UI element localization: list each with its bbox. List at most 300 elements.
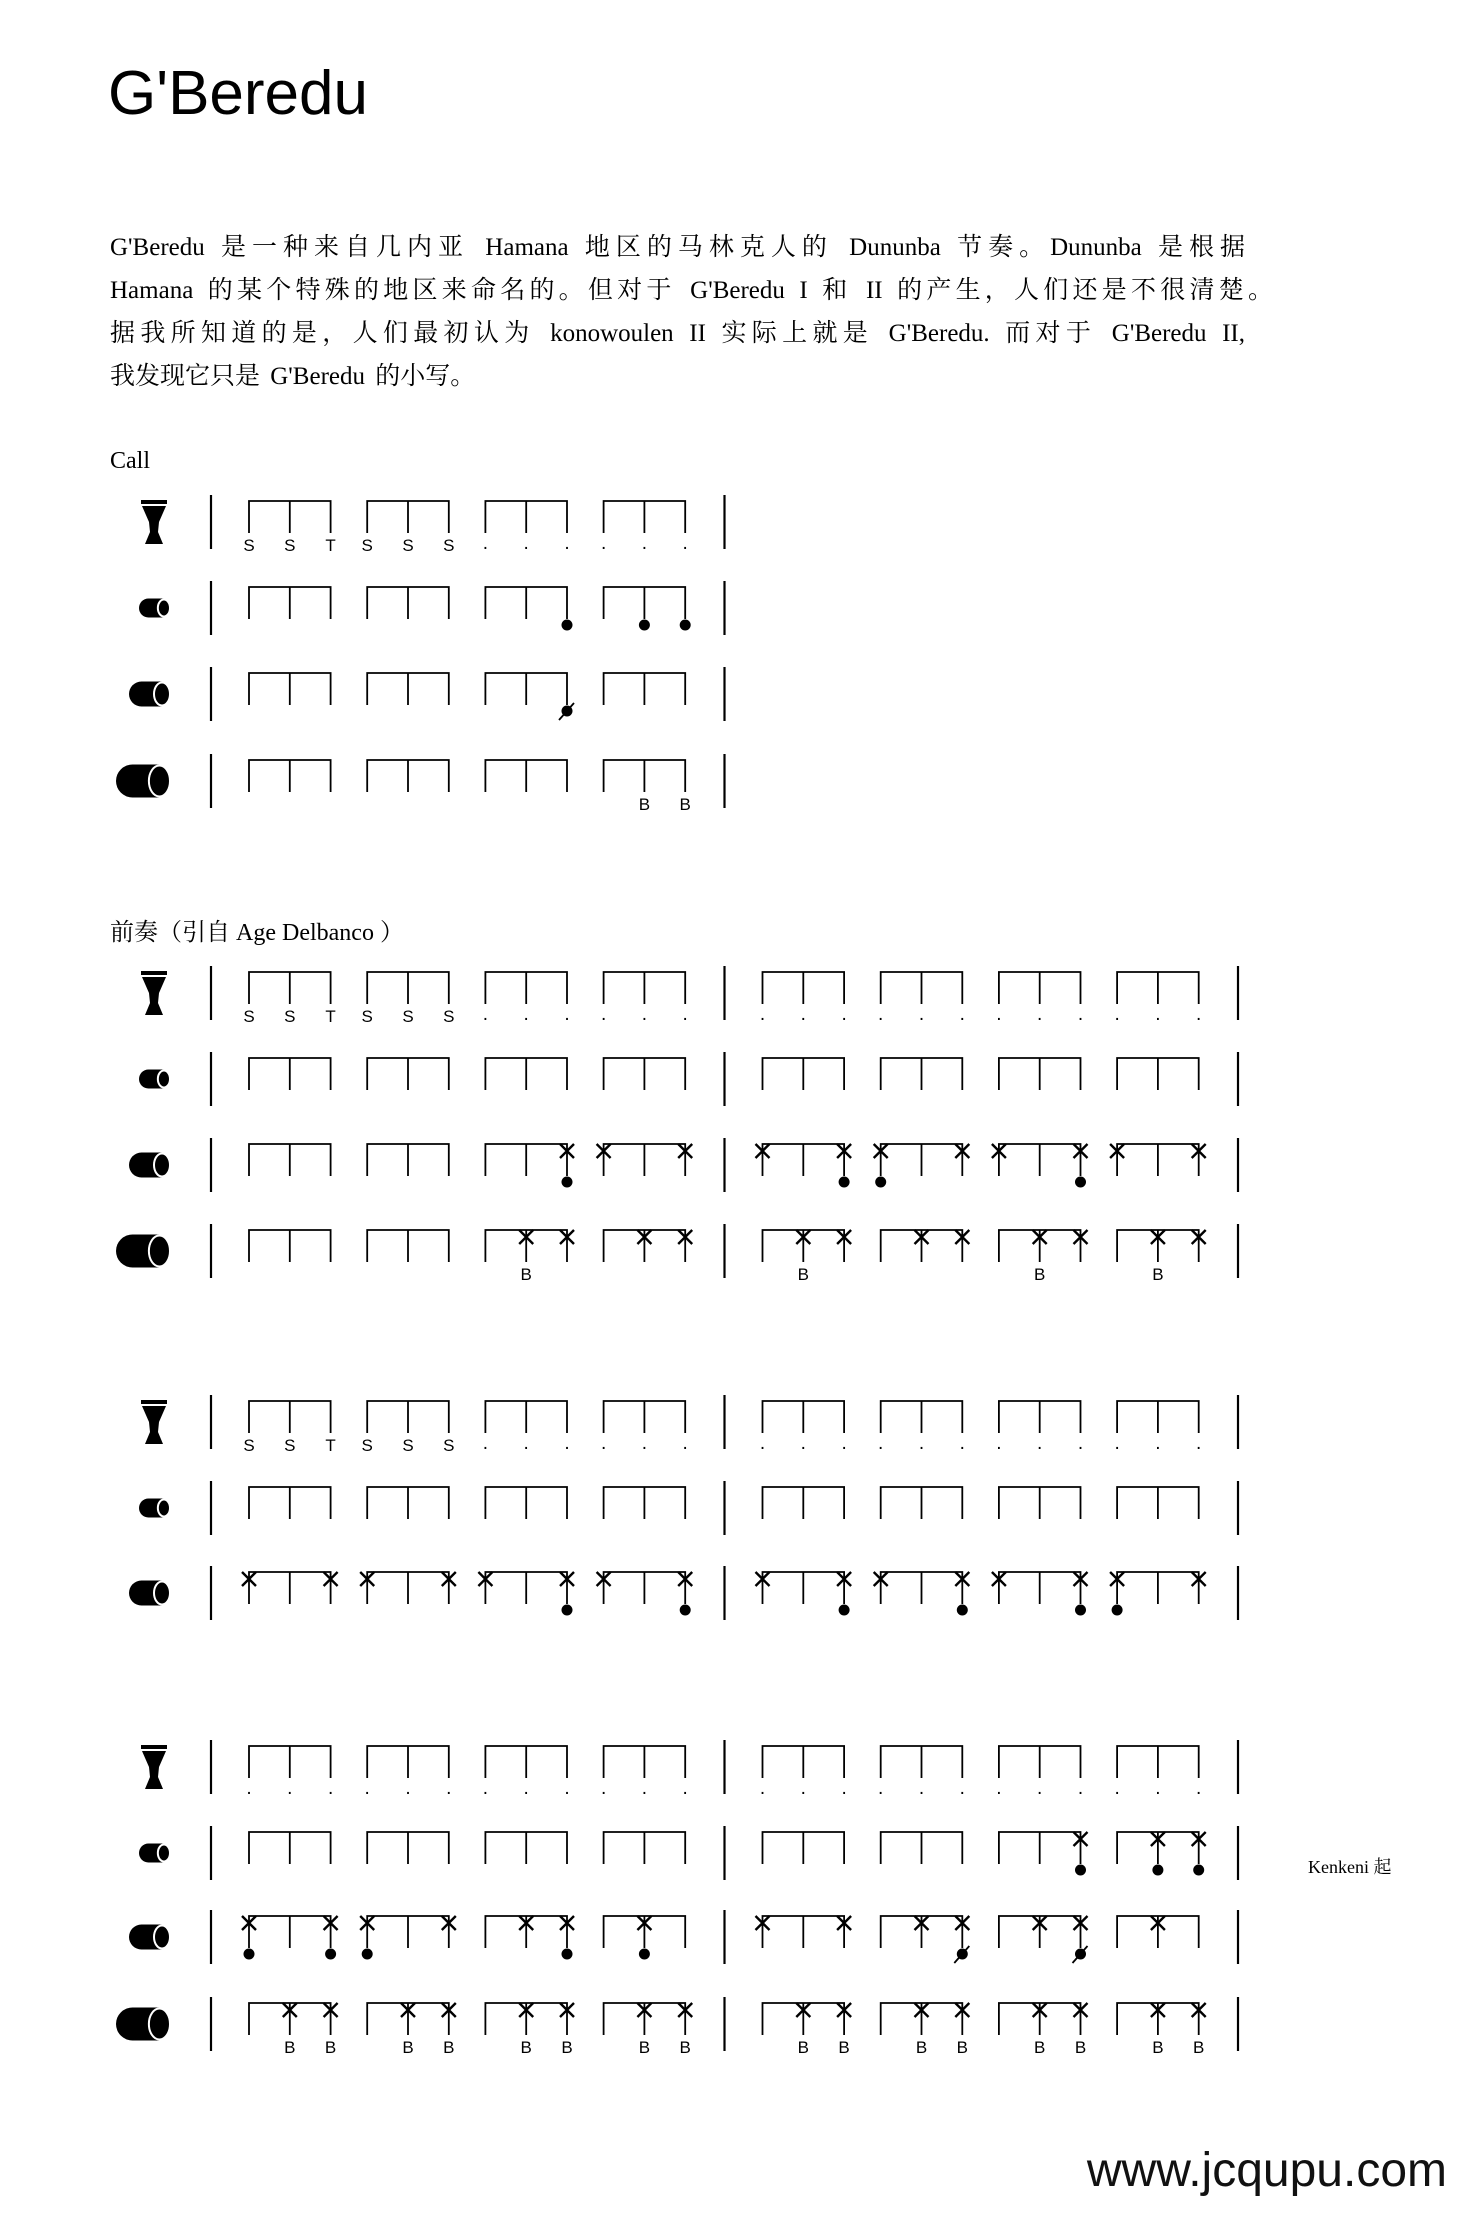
beat-bracket bbox=[604, 1832, 686, 1864]
djembe-shape bbox=[141, 1400, 167, 1444]
beat-bracket bbox=[881, 1916, 963, 1948]
beat-bracket bbox=[485, 1230, 567, 1262]
rest-dot: . bbox=[918, 1004, 925, 1025]
open-tone-mark bbox=[325, 1949, 336, 1960]
beat-bracket bbox=[367, 1572, 449, 1604]
measure bbox=[249, 1832, 685, 1864]
dundunba-icon bbox=[116, 2008, 170, 2041]
stroke-letter: S bbox=[443, 1436, 455, 1455]
beat-bracket bbox=[999, 1230, 1081, 1262]
intro-line: 我发现它只是 G'Beredu 的小写。 bbox=[110, 363, 476, 390]
rest-dot: . bbox=[800, 1433, 806, 1454]
open-tone-mark bbox=[562, 620, 573, 631]
stroke-letter: B bbox=[324, 2038, 337, 2057]
beat-bracket bbox=[763, 1746, 845, 1778]
beat-bracket bbox=[249, 1832, 331, 1864]
rest-dot: . bbox=[1196, 1433, 1202, 1454]
beat-bracket bbox=[249, 972, 331, 1004]
rest-dot: . bbox=[364, 1778, 370, 1799]
beat-bracket bbox=[367, 501, 449, 533]
rest-dot: . bbox=[1196, 1004, 1202, 1025]
rest-dot: . bbox=[959, 1433, 965, 1454]
beat-bracket bbox=[604, 1401, 686, 1433]
rest-dot: . bbox=[482, 533, 489, 554]
djembe-icon bbox=[141, 500, 167, 544]
rest-dot: . bbox=[800, 1004, 806, 1025]
rest-dot: . bbox=[564, 1778, 570, 1799]
rest-dot: . bbox=[482, 1004, 489, 1025]
beat-bracket bbox=[999, 1144, 1081, 1176]
rest-dot: . bbox=[405, 1778, 411, 1799]
beat-bracket bbox=[249, 673, 331, 705]
drum-head bbox=[154, 1582, 170, 1605]
open-tone-mark bbox=[1152, 1865, 1163, 1876]
beat-bracket bbox=[881, 1487, 963, 1519]
open-tone-mark bbox=[839, 1605, 850, 1616]
stroke-letter: S bbox=[284, 1436, 296, 1455]
beat-bracket bbox=[485, 972, 567, 1004]
beat-bracket bbox=[367, 1487, 449, 1519]
stroke-letter: B bbox=[1034, 1265, 1046, 1284]
beat-bracket bbox=[763, 1916, 845, 1948]
rest-dot: . bbox=[682, 533, 688, 554]
rest-dot: . bbox=[1114, 1433, 1120, 1454]
stroke-letter: B bbox=[1034, 2038, 1046, 2057]
measure bbox=[756, 1916, 1199, 1963]
measure bbox=[243, 501, 688, 555]
measure bbox=[760, 972, 1201, 1025]
stroke-letter: T bbox=[325, 1007, 336, 1026]
beat-bracket bbox=[367, 760, 449, 792]
instrument-row bbox=[141, 1395, 1238, 1455]
beat-bracket bbox=[367, 1832, 449, 1864]
beat-bracket bbox=[763, 1832, 845, 1864]
open-tone-mark bbox=[1075, 1865, 1086, 1876]
beat-bracket bbox=[881, 1401, 963, 1433]
kenkeni-start-annotation: Kenkeni 起 bbox=[1308, 1857, 1392, 1877]
measure bbox=[763, 1058, 1199, 1090]
rest-dot: . bbox=[564, 1004, 570, 1025]
beat-bracket bbox=[881, 1832, 963, 1864]
beat-bracket bbox=[485, 501, 567, 533]
instrument-row bbox=[139, 1826, 1238, 1880]
measure bbox=[243, 1401, 688, 1455]
rest-dot: . bbox=[878, 1004, 884, 1025]
rhythm-system bbox=[129, 1395, 1238, 1620]
muted-tone-mark bbox=[559, 703, 574, 720]
rest-dot: . bbox=[641, 1004, 648, 1025]
rhythm-system bbox=[116, 1740, 1238, 2057]
rest-dot: . bbox=[641, 533, 648, 554]
beat-bracket bbox=[249, 501, 331, 533]
sangban-icon bbox=[129, 1153, 170, 1178]
rest-dot: . bbox=[682, 1004, 688, 1025]
stroke-letter: B bbox=[638, 795, 651, 814]
beat-bracket bbox=[604, 673, 686, 705]
measure bbox=[249, 1230, 692, 1284]
open-tone-mark bbox=[957, 1605, 968, 1616]
drum-head bbox=[158, 1500, 170, 1517]
stroke-letter: B bbox=[797, 1265, 809, 1284]
sangban-icon bbox=[129, 682, 170, 707]
rest-dot: . bbox=[287, 1778, 293, 1799]
beat-bracket bbox=[763, 1487, 845, 1519]
stroke-letter: S bbox=[443, 1007, 455, 1026]
rest-dot: . bbox=[800, 1778, 806, 1799]
beat-bracket bbox=[604, 1916, 686, 1948]
rest-dot: . bbox=[682, 1433, 688, 1454]
beat-bracket bbox=[367, 972, 449, 1004]
stroke-letter: S bbox=[243, 1007, 255, 1026]
measure bbox=[756, 1144, 1206, 1188]
drum-head bbox=[149, 766, 170, 797]
rest-dot: . bbox=[1155, 1004, 1161, 1025]
beat-bracket bbox=[881, 2003, 963, 2035]
section-label-call: Call bbox=[110, 448, 150, 474]
beat-bracket bbox=[485, 1572, 567, 1604]
rest-dot: . bbox=[523, 1004, 529, 1025]
beat-bracket bbox=[485, 1916, 567, 1948]
section-label-intro: 前奏（引自 Age Delbanco ） bbox=[110, 920, 404, 946]
drum-head bbox=[154, 1926, 170, 1949]
stroke-letter: B bbox=[1152, 2038, 1164, 2057]
beat-bracket bbox=[763, 972, 845, 1004]
beat-bracket bbox=[485, 1401, 567, 1433]
stroke-letter: S bbox=[402, 1436, 414, 1455]
instrument-row bbox=[141, 495, 725, 555]
beat-bracket bbox=[1117, 1746, 1199, 1778]
rest-dot: . bbox=[641, 1778, 648, 1799]
rest-dot: . bbox=[959, 1778, 965, 1799]
stroke-letter: B bbox=[1152, 1265, 1164, 1284]
stroke-letter: S bbox=[284, 1007, 296, 1026]
beat-bracket bbox=[249, 1916, 331, 1948]
beat-bracket bbox=[999, 1832, 1081, 1864]
drum-head bbox=[158, 1071, 170, 1088]
beat-bracket bbox=[367, 1916, 449, 1948]
djembe-icon bbox=[141, 971, 167, 1015]
rest-dot: . bbox=[841, 1004, 847, 1025]
measure bbox=[246, 1746, 687, 1799]
measure bbox=[249, 2003, 692, 2057]
kenkeni-icon bbox=[139, 1844, 170, 1863]
rest-dot: . bbox=[996, 1433, 1002, 1454]
instrument-row bbox=[139, 581, 725, 635]
instrument-row bbox=[139, 1481, 1238, 1535]
instrument-row bbox=[116, 754, 725, 814]
rest-dot: . bbox=[1077, 1004, 1084, 1025]
beat-bracket bbox=[485, 760, 567, 792]
stroke-letter: B bbox=[679, 2038, 691, 2057]
stroke-letter: B bbox=[443, 2038, 455, 2057]
beat-bracket bbox=[999, 1401, 1081, 1433]
rest-dot: . bbox=[523, 1778, 529, 1799]
stroke-letter: B bbox=[638, 2038, 651, 2057]
measure bbox=[760, 1401, 1201, 1454]
beat-bracket bbox=[1117, 1916, 1199, 1948]
beat-bracket bbox=[367, 2003, 449, 2035]
beat-bracket bbox=[999, 1572, 1081, 1604]
measure bbox=[760, 1746, 1201, 1799]
drum-head bbox=[149, 2009, 170, 2040]
beat-bracket bbox=[249, 760, 331, 792]
stroke-letter: B bbox=[402, 2038, 414, 2057]
beat-bracket bbox=[249, 1230, 331, 1262]
djembe-shape bbox=[141, 971, 167, 1015]
beat-bracket bbox=[1117, 1572, 1199, 1604]
beat-bracket bbox=[1117, 1401, 1199, 1433]
rest-dot: . bbox=[918, 1778, 925, 1799]
stroke-letter: B bbox=[797, 2038, 809, 2057]
rest-dot: . bbox=[600, 1778, 607, 1799]
djembe-icon bbox=[141, 1400, 167, 1444]
stroke-letter: B bbox=[1193, 2038, 1205, 2057]
drum-head bbox=[154, 683, 170, 706]
beat-bracket bbox=[367, 1144, 449, 1176]
instrument-row bbox=[141, 966, 1238, 1026]
beat-bracket bbox=[763, 2003, 845, 2035]
open-tone-mark bbox=[562, 1949, 573, 1960]
open-tone-mark bbox=[1193, 1865, 1204, 1876]
stroke-letter: B bbox=[520, 2038, 532, 2057]
stroke-letter: S bbox=[361, 1436, 373, 1455]
sangban-icon bbox=[129, 1581, 170, 1606]
muted-tone-mark bbox=[1073, 1946, 1088, 1963]
beat-bracket bbox=[999, 1058, 1081, 1090]
rest-dot: . bbox=[1077, 1778, 1084, 1799]
rest-dot: . bbox=[564, 533, 570, 554]
drum-head bbox=[158, 1845, 170, 1862]
stroke-letter: B bbox=[915, 2038, 928, 2057]
instrument-row bbox=[141, 1740, 1238, 1799]
djembe-shape bbox=[141, 1745, 167, 1789]
instrument-row bbox=[116, 1997, 1238, 2057]
open-tone-mark bbox=[1075, 1177, 1086, 1188]
drum-head bbox=[149, 1236, 170, 1267]
beat-bracket bbox=[1117, 1230, 1199, 1262]
measure bbox=[763, 2003, 1206, 2057]
beat-bracket bbox=[1117, 972, 1199, 1004]
rest-dot: . bbox=[682, 1778, 688, 1799]
rest-dot: . bbox=[878, 1433, 884, 1454]
rest-dot: . bbox=[996, 1004, 1002, 1025]
open-tone-mark bbox=[562, 1177, 573, 1188]
beat-bracket bbox=[881, 1144, 963, 1176]
open-tone-mark bbox=[1112, 1605, 1123, 1616]
open-tone-mark bbox=[839, 1177, 850, 1188]
beat-bracket bbox=[367, 1401, 449, 1433]
beat-bracket bbox=[604, 1230, 686, 1262]
rest-dot: . bbox=[446, 1778, 452, 1799]
beat-bracket bbox=[604, 972, 686, 1004]
measure bbox=[249, 1144, 692, 1188]
rest-dot: . bbox=[1037, 1433, 1043, 1454]
beat-bracket bbox=[367, 673, 449, 705]
beat-bracket bbox=[485, 1144, 567, 1176]
stroke-letter: T bbox=[325, 536, 336, 555]
beat-bracket bbox=[485, 2003, 567, 2035]
measure bbox=[249, 673, 685, 720]
beat-bracket bbox=[881, 972, 963, 1004]
kenkeni-icon bbox=[139, 1499, 170, 1518]
rest-dot: . bbox=[1037, 1778, 1043, 1799]
beat-bracket bbox=[881, 1572, 963, 1604]
beat-bracket bbox=[485, 1058, 567, 1090]
rest-dot: . bbox=[641, 1433, 648, 1454]
rest-dot: . bbox=[523, 1433, 529, 1454]
stroke-letter: S bbox=[361, 536, 373, 555]
beat-bracket bbox=[604, 1572, 686, 1604]
rest-dot: . bbox=[1114, 1778, 1120, 1799]
open-tone-mark bbox=[362, 1949, 373, 1960]
rest-dot: . bbox=[600, 1433, 607, 1454]
beat-bracket bbox=[1117, 2003, 1199, 2035]
drum-head bbox=[154, 1154, 170, 1177]
dundunba-icon bbox=[116, 765, 170, 798]
beat-bracket bbox=[485, 673, 567, 705]
beat-bracket bbox=[367, 587, 449, 619]
stroke-letter: B bbox=[679, 795, 691, 814]
intro-paragraph bbox=[110, 226, 1280, 406]
djembe-shape bbox=[141, 500, 167, 544]
page-title: G'Beredu bbox=[108, 59, 368, 128]
watermark: www.jcqupu.com bbox=[1086, 2144, 1447, 2197]
measure bbox=[242, 1916, 685, 1960]
measure bbox=[763, 1487, 1199, 1519]
beat-bracket bbox=[604, 760, 686, 792]
rest-dot: . bbox=[841, 1433, 847, 1454]
beat-bracket bbox=[485, 587, 567, 619]
instrument-row bbox=[129, 1566, 1238, 1620]
beat-bracket bbox=[763, 1230, 845, 1262]
beat-bracket bbox=[999, 1916, 1081, 1948]
beat-bracket bbox=[1117, 1487, 1199, 1519]
stroke-letter: S bbox=[284, 536, 296, 555]
beat-bracket bbox=[604, 1746, 686, 1778]
instrument-row bbox=[116, 1224, 1238, 1284]
beat-bracket bbox=[881, 1230, 963, 1262]
kenkeni-icon bbox=[139, 599, 170, 618]
rest-dot: . bbox=[1077, 1433, 1084, 1454]
rest-dot: . bbox=[841, 1778, 847, 1799]
beat-bracket bbox=[604, 1487, 686, 1519]
rest-dot: . bbox=[1196, 1778, 1202, 1799]
rhythm-system bbox=[116, 966, 1238, 1284]
beat-bracket bbox=[763, 1572, 845, 1604]
muted-tone-mark bbox=[954, 1946, 969, 1963]
beat-bracket bbox=[881, 1746, 963, 1778]
rest-dot: . bbox=[1155, 1433, 1161, 1454]
stroke-letter: B bbox=[1074, 2038, 1087, 2057]
beat-bracket bbox=[604, 587, 686, 619]
intro-line: Hamana 的某个特殊的地区来命名的。但对于 G'Beredu I 和 II 的产生，人们还是不很清楚。 bbox=[110, 277, 1273, 304]
stroke-letter: S bbox=[402, 1007, 414, 1026]
stroke-letter: S bbox=[243, 536, 255, 555]
stroke-letter: B bbox=[561, 2038, 573, 2057]
beat-bracket bbox=[485, 1832, 567, 1864]
measure bbox=[763, 1230, 1206, 1284]
rhythm-system bbox=[116, 495, 725, 814]
rest-dot: . bbox=[1155, 1778, 1161, 1799]
instrument-row bbox=[129, 1138, 1238, 1192]
stroke-letter: T bbox=[325, 1436, 336, 1455]
beat-bracket bbox=[1117, 1144, 1199, 1176]
stroke-letter: S bbox=[361, 1007, 373, 1026]
rest-dot: . bbox=[918, 1433, 925, 1454]
rest-dot: . bbox=[482, 1433, 489, 1454]
open-tone-mark bbox=[680, 620, 691, 631]
measure bbox=[243, 972, 688, 1026]
kenkeni-icon bbox=[139, 1070, 170, 1089]
sangban-icon bbox=[129, 1925, 170, 1950]
open-tone-mark bbox=[639, 620, 650, 631]
beat-bracket bbox=[249, 1572, 331, 1604]
rest-dot: . bbox=[327, 1778, 334, 1799]
intro-line: 据我所知道的是，人们最初认为 konowoulen II 实际上就是 G'Beredu. 而对于 G'Beredu II, bbox=[110, 320, 1245, 347]
rest-dot: . bbox=[600, 1004, 607, 1025]
measure bbox=[249, 760, 691, 814]
rest-dot: . bbox=[959, 1004, 965, 1025]
open-tone-mark bbox=[1075, 1605, 1086, 1616]
stroke-letter: S bbox=[443, 536, 455, 555]
measure bbox=[249, 1487, 685, 1519]
beat-bracket bbox=[604, 501, 686, 533]
beat-bracket bbox=[249, 1144, 331, 1176]
beat-bracket bbox=[1117, 1058, 1199, 1090]
beat-bracket bbox=[1117, 1832, 1199, 1864]
beat-bracket bbox=[999, 1746, 1081, 1778]
stroke-letter: B bbox=[956, 2038, 968, 2057]
drum-head bbox=[158, 600, 170, 617]
rest-dot: . bbox=[996, 1778, 1002, 1799]
beat-bracket bbox=[999, 2003, 1081, 2035]
measure bbox=[242, 1572, 692, 1616]
open-tone-mark bbox=[875, 1177, 886, 1188]
beat-bracket bbox=[604, 2003, 686, 2035]
beat-bracket bbox=[999, 1487, 1081, 1519]
rest-dot: . bbox=[482, 1778, 489, 1799]
beat-bracket bbox=[763, 1144, 845, 1176]
dundunba-icon bbox=[116, 1235, 170, 1268]
open-tone-mark bbox=[562, 1605, 573, 1616]
measure bbox=[249, 1058, 685, 1090]
beat-bracket bbox=[367, 1746, 449, 1778]
rest-dot: . bbox=[246, 1778, 252, 1799]
djembe-icon bbox=[141, 1745, 167, 1789]
beat-bracket bbox=[604, 1144, 686, 1176]
rest-dot: . bbox=[878, 1778, 884, 1799]
beat-bracket bbox=[249, 1746, 331, 1778]
beat-bracket bbox=[881, 1058, 963, 1090]
instrument-row bbox=[139, 1052, 1238, 1106]
beat-bracket bbox=[485, 1487, 567, 1519]
measure bbox=[763, 1832, 1206, 1876]
open-tone-mark bbox=[639, 1949, 650, 1960]
beat-bracket bbox=[604, 1058, 686, 1090]
rest-dot: . bbox=[759, 1433, 766, 1454]
beat-bracket bbox=[367, 1058, 449, 1090]
beat-bracket bbox=[249, 1058, 331, 1090]
beat-bracket bbox=[249, 1401, 331, 1433]
stroke-letter: B bbox=[284, 2038, 296, 2057]
stroke-letter: B bbox=[838, 2038, 850, 2057]
stroke-letter: S bbox=[402, 536, 414, 555]
open-tone-mark bbox=[680, 1605, 691, 1616]
stroke-letter: B bbox=[520, 1265, 532, 1284]
instrument-row bbox=[129, 667, 725, 721]
rest-dot: . bbox=[523, 533, 529, 554]
rest-dot: . bbox=[564, 1433, 570, 1454]
